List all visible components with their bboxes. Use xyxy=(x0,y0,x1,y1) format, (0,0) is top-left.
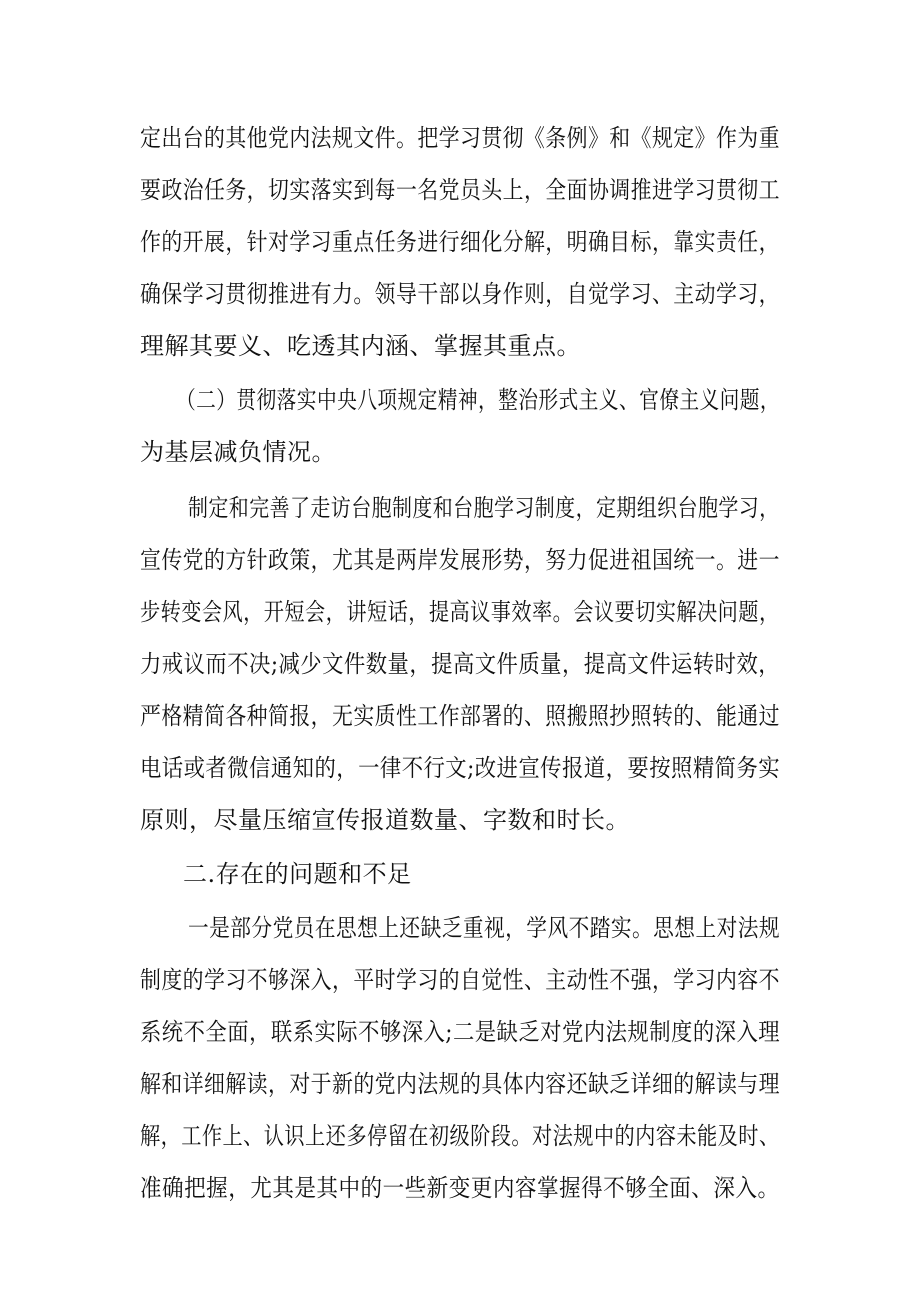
paragraph-1-line-1: 定出台的其他党内法规文件。把学习贯彻《条例》和《规定》作为重 xyxy=(140,124,780,152)
paragraph-3-line-1: 制定和完善了走访台胞制度和台胞学习制度，定期组织台胞学习， xyxy=(188,494,780,522)
section-heading-2: 二.存在的问题和不足 xyxy=(183,860,412,888)
paragraph-3-line-2: 宣传党的方针政策，尤其是两岸发展形势，努力促进祖国统一。进一 xyxy=(140,546,780,574)
paragraph-4-line-2: 制度的学习不够深入，平时学习的自觉性、主动性不强，学习内容不 xyxy=(140,966,780,994)
paragraph-4-line-4: 解和详细解读，对于新的党内法规的具体内容还缺乏详细的解读与理 xyxy=(140,1070,780,1098)
paragraph-1-line-2: 要政治任务，切实落实到每一名党员头上，全面协调推进学习贯彻工 xyxy=(140,176,780,204)
paragraph-3-line-7: 原则，尽量压缩宣传报道数量、字数和时长。 xyxy=(140,806,630,834)
paragraph-1-line-5: 理解其要义、吃透其内涵、掌握其重点。 xyxy=(140,332,581,360)
paragraph-4-line-1: 一是部分党员在思想上还缺乏重视，学风不踏实。思想上对法规 xyxy=(188,914,781,942)
subheading-2-line-2: 为基层减负情况。 xyxy=(140,438,336,466)
paragraph-1-line-4: 确保学习贯彻推进有力。领导干部以身作则，自觉学习、主动学习， xyxy=(140,280,780,308)
paragraph-4-line-5: 解，工作上、认识上还多停留在初级阶段。对法规中的内容未能及时、 xyxy=(140,1122,780,1150)
paragraph-4-line-3: 系统不全面，联系实际不够深入;二是缺乏对党内法规制度的深入理 xyxy=(140,1018,781,1046)
paragraph-1-line-3: 作的开展，针对学习重点任务进行细化分解，明确目标，靠实责任， xyxy=(140,228,780,256)
paragraph-3-line-6: 电话或者微信通知的，一律不行文;改进宣传报道，要按照精简务实 xyxy=(140,754,781,782)
paragraph-3-line-4: 力戒议而不决;减少文件数量，提高文件质量，提高文件运转时效， xyxy=(140,650,781,678)
paragraph-4-line-6: 准确把握，尤其是其中的一些新变更内容掌握得不够全面、深入。 xyxy=(140,1174,780,1202)
paragraph-3-line-5: 严格精简各种简报，无实质性工作部署的、照搬照抄照转的、能通过 xyxy=(140,702,780,730)
paragraph-3-line-3: 步转变会风，开短会，讲短话，提高议事效率。会议要切实解决问题， xyxy=(140,598,780,626)
subheading-2-line-1: （二）贯彻落实中央八项规定精神，整治形式主义、官僚主义问题， xyxy=(176,386,781,414)
